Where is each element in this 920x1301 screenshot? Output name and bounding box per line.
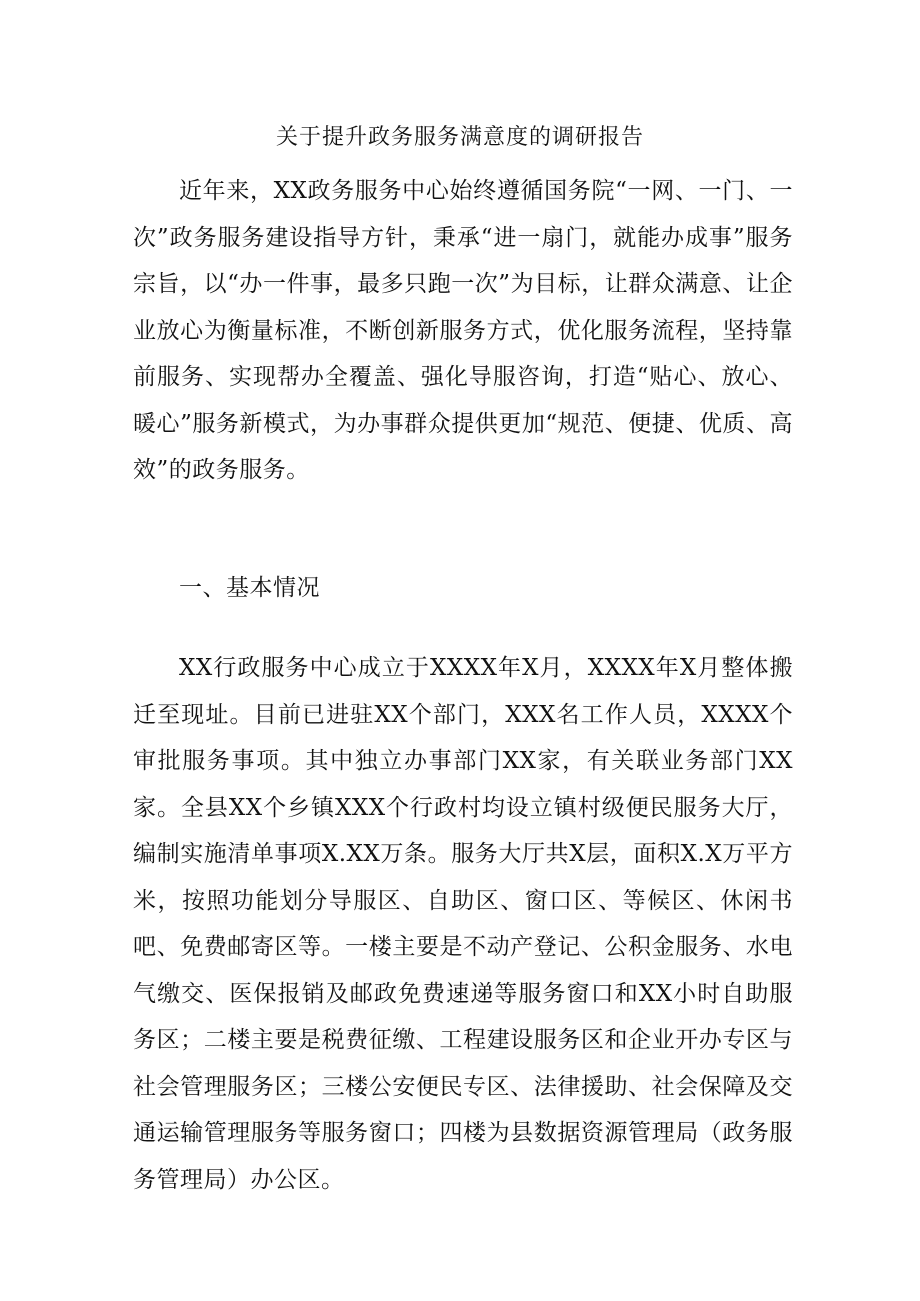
intro-paragraph: 近年来，XX政务服务中心始终遵循国务院“一网、一门、一次”政务服务建设指导方针，秉承“进一扇门，就能办成事”服务宗旨，以“办一件事，最多只跑一次”为目标，让群众满意、让企业放心为衡量标准，不断创新服务方式，优化服务流程，坚持靠前服务、实现帮办全覆盖、强化导服咨询，打造“贴心、放心、暖心”服务新模式，为办事群众提供更加“规范、便捷、优质、高效”的政务服务。 bbox=[133, 178, 793, 483]
section-heading: 一、基本情况 bbox=[179, 575, 320, 601]
basic-situation-paragraph: XX行政服务中心成立于XXXX年X月，XXXX年X月整体搬迁至现址。目前已进驻XX个部门，XXX名工作人员，XXXX个审批服务事项。其中独立办事部门XX家，有关联业务部门XX家。全县XX个乡镇XXX个行政村均设立镇村级便民服务大厅，编制实施清单事项X.XX万条。服务大厅共X层，面积X.X万平方米，按照功能划分导服区、自助区、窗口区、等候区、休闲书吧、免费邮寄区等。一楼主要是不动产登记、公积金服务、水电气缴交、医保报销及邮政免费速递等服务窗口和XX小时自助服务区；二楼主要是税费征缴、工程建设服务区和企业开办专区与社会管理服务区；三楼公安便民专区、法律援助、社会保障及交通运输管理服务等服务窗口；四楼为县数据资源管理局（政务服务管理局）办公区。 bbox=[133, 655, 793, 1193]
document-title: 关于提升政务服务满意度的调研报告 bbox=[275, 125, 644, 150]
